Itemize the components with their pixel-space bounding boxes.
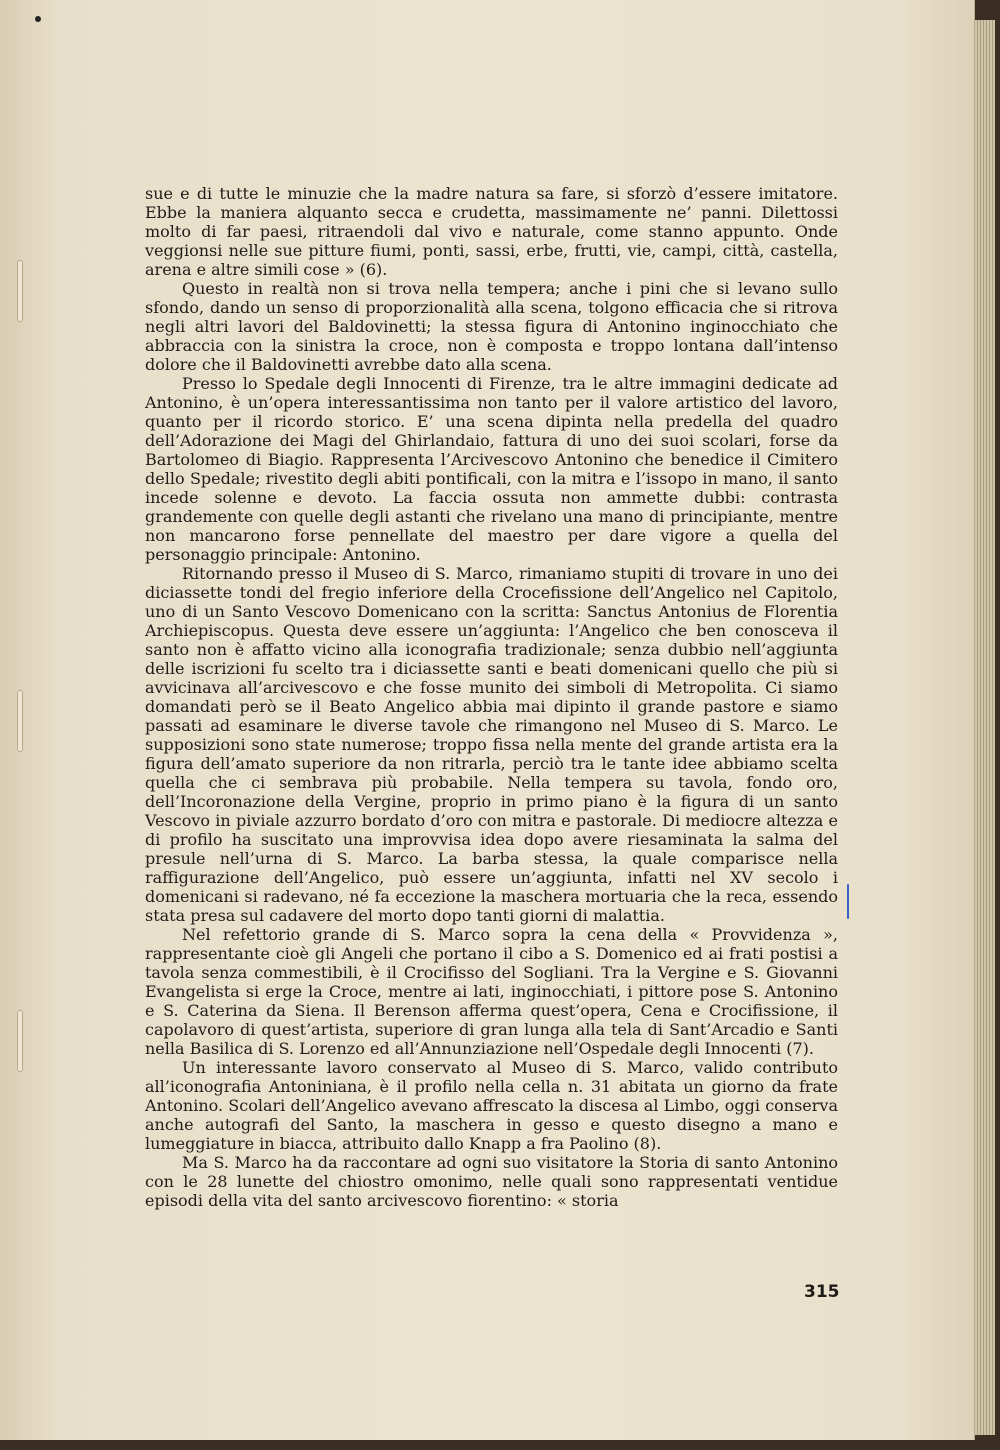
- page-edges: [975, 20, 995, 1435]
- binding-mark: [17, 690, 23, 752]
- paragraph-1: sue e di tutte le minuzie che la madre natura sa fare, si sforzò d’essere imitatore. Ebbe la maniera alquanto secca e crudetta, massimamente ne’ panni. Dilettossi molto di far paesi, ritraendoli dal vivo e naturale, come stanno appunto. Onde veggionsi nelle sue pitture fiumi, ponti, sassi, erbe, frutti, vie, campi, città, castella, arena e altre simili cose » (6).: [145, 184, 838, 279]
- ink-dot: [35, 16, 41, 22]
- page-number: 315: [804, 1282, 840, 1302]
- binding-mark: [17, 260, 23, 322]
- paragraph-4: Ritornando presso il Museo di S. Marco, rimaniamo stupiti di trovare in uno dei diciassette tondi del fregio inferiore della Crocefissione dell’Angelico nel Capitolo, uno di un Santo Vescovo Domenicano con la scritta: Sanctus Antonius de Florentia Archiepiscopus. Questa deve essere un’aggiunta: l’Angelico che ben conosceva il santo non è affatto vicino alla iconografia tradizionale; senza dubbio nell’aggiunta delle iscrizioni fu scelto tra i diciassette santi e beati domenicani quello che più si avvicinava all’arcivescovo e che fosse munito dei simboli di Metropolita. Ci siamo domandati però se il Beato Angelico abbia mai dipinto il grande pastore e siamo passati ad esaminare le diverse tavole che rimangono nel Museo di S. Marco. Le supposizioni sono state numerose; troppo fissa nella mente del grande artista era la figura dell’amato superiore da non ritrarla, perciò tra le tante idee abbiamo scelta quella che ci sembrava più probabile. Nella tempera su tavola, fondo oro, dell’Incoronazione della Vergine, proprio in primo piano è la figura di un santo Vescovo in piviale azzurro bordato d’oro con mitra e pastorale. Di mediocre altezza e di profilo ha suscitato una improvvisa idea dopo avere riesaminata la salma del presule nell’urna di S. Marco. La barba stessa, la quale comparisce nella raffigurazione dell’Angelico, può essere un’aggiunta, infatti nel XV secolo i domenicani si radevano, né fa eccezione la maschera mortuaria che la reca, essendo stata presa sul cadavere del morto dopo tanti giorni di malattia.: [145, 564, 838, 925]
- paragraph-2: Questo in realtà non si trova nella tempera; anche i pini che si levano sullo sfondo, dando un senso di proporzionalità alla scena, tolgono efficacia che si ritrova negli altri lavori del Baldovinetti; la stessa figura di Antonino inginocchiato che abbraccia con la sinistra la croce, non è composta e troppo lontana dall’intenso dolore che il Baldovinetti avrebbe dato alla scena.: [145, 279, 838, 374]
- paragraph-3: Presso lo Spedale degli Innocenti di Firenze, tra le altre immagini dedicate ad Antonino, è un’opera interessantissima non tanto per il valore artistico del lavoro, quanto per il ricordo storico. E’ una scena dipinta nella predella del quadro dell’Adorazione dei Magi del Ghirlandaio, fattura di uno dei suoi scolari, forse da Bartolomeo di Biagio. Rappresenta l’Arcivescovo Antonino che benedice il Cimitero dello Spedale; rivestito degli abiti pontificali, con la mitra e l’issopo in mano, il santo incede solenne e devoto. La faccia ossuta non ammette dubbi: contrasta grandemente con quelle degli astanti che rivelano una mano di principiante, mentre non mancarono forse pennellate del maestro per dare vigore a quella del personaggio principale: Antonino.: [145, 374, 838, 564]
- paragraph-7: Ma S. Marco ha da raccontare ad ogni suo visitatore la Storia di santo Antonino con le 28 lunette del chiostro omonimo, nelle quali sono rappresentati ventidue episodi della vita del santo arcivescovo fiorentino: « storia: [145, 1153, 838, 1210]
- pen-margin-mark: [847, 884, 849, 919]
- paragraph-5: Nel refettorio grande di S. Marco sopra la cena della « Provvidenza », rappresentante cioè gli Angeli che portano il cibo a S. Domenico ed ai frati postisi a tavola senza commestibili, è il Crocifisso del Sogliani. Tra la Vergine e S. Giovanni Evangelista si erge la Croce, mentre ai lati, inginocchiati, i pittore pose S. Antonino e S. Caterina da Siena. Il Berenson afferma quest’opera, Cena e Crocifissione, il capolavoro di quest’artista, superiore di gran lunga alla tela di Sant’Arcadio e Santi nella Basilica di S. Lorenzo ed all’Annunziazione nell’Ospedale degli Innocenti (7).: [145, 925, 838, 1058]
- body-text: [145, 184, 838, 1210]
- paragraph-6: Un interessante lavoro conservato al Museo di S. Marco, valido contributo all’iconografia Antoniniana, è il profilo nella cella n. 31 abitata un giorno da frate Antonino. Scolari dell’Angelico avevano affrescato la discesa al Limbo, oggi conserva anche autografi del Santo, la maschera in gesso e questo disegno a mano e lumeggiature in biacca, attribuito dallo Knapp a fra Paolino (8).: [145, 1058, 838, 1153]
- binding-mark: [17, 1010, 23, 1072]
